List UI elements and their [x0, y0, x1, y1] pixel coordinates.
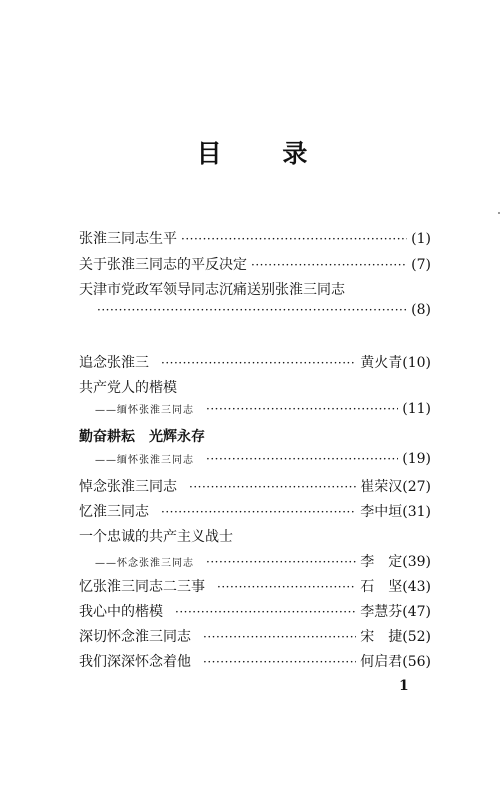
toc-page-number: (47)	[402, 604, 431, 620]
toc-page-number: (8)	[411, 302, 431, 318]
toc-entry	[79, 651, 431, 673]
toc-entry	[79, 601, 431, 623]
leader-dots	[175, 605, 356, 619]
toc-page-number: (39)	[402, 554, 431, 570]
toc-entry	[79, 228, 431, 250]
toc-entry	[79, 576, 431, 598]
toc-entry	[79, 352, 431, 374]
toc-entry	[79, 476, 431, 498]
toc-entry-subtitle-text: ——缅怀张淮三同志	[95, 455, 194, 466]
toc-page-number: (27)	[402, 479, 431, 495]
toc-entry	[79, 626, 431, 648]
leader-dots	[97, 303, 407, 317]
toc-author: 李 定	[360, 554, 403, 570]
leader-dots	[181, 232, 407, 246]
toc-page-number: (31)	[402, 504, 431, 520]
toc-page-number: (43)	[402, 579, 431, 595]
toc-page-number: (19)	[402, 451, 431, 467]
page-title: 目 录	[196, 139, 334, 168]
toc-page-number: (1)	[411, 231, 431, 247]
toc-entry-title: 张淮三同志生平	[79, 231, 177, 247]
toc-entry-title: 勤奋耕耘 光辉永存	[79, 429, 205, 445]
toc-author: 崔荣汉	[360, 479, 403, 495]
toc-author: 李慧芬	[360, 604, 403, 620]
toc-page-number: (56)	[402, 654, 431, 670]
toc-entry-title: 一个忠诚的共产主义战士	[79, 529, 233, 545]
toc-entry-title: 忆淮三同志	[79, 504, 149, 520]
leader-dots	[217, 580, 356, 594]
toc-entry-subtitle	[79, 551, 431, 573]
leader-dots	[203, 655, 356, 669]
toc-entry-title: 关于张淮三同志的平反决定	[79, 257, 247, 273]
toc-entry-title: 深切怀念淮三同志	[79, 629, 191, 645]
leader-dots	[161, 505, 356, 519]
toc-entry	[79, 254, 431, 276]
toc-entry	[79, 526, 431, 548]
scan-speck	[498, 212, 500, 214]
page-number-folio: 1	[399, 678, 409, 694]
toc-entry-title: 共产党人的楷模	[79, 380, 177, 396]
toc-entry-subtitle-text: ——怀念张淮三同志	[95, 558, 194, 569]
toc-entry-title: 追念张淮三	[79, 355, 149, 371]
leader-dots	[189, 480, 356, 494]
toc-author: 石 坚	[360, 579, 403, 595]
toc-entry-continuation	[79, 302, 431, 324]
toc-author: 何启君	[360, 654, 403, 670]
toc-entry	[79, 279, 431, 301]
toc-page-number: (10)	[402, 355, 431, 371]
toc-page-number: (11)	[402, 401, 431, 417]
toc-entry-title: 我们深深怀念着他	[79, 654, 191, 670]
toc-entry-title: 忆张淮三同志二三事	[79, 579, 205, 595]
leader-dots	[203, 630, 356, 644]
toc-page-number: (52)	[402, 629, 431, 645]
leader-dots	[206, 452, 398, 466]
leader-dots	[206, 555, 356, 569]
toc-entry	[79, 377, 431, 399]
toc-author: 李中垣	[360, 504, 403, 520]
toc-author: 宋 捷	[360, 629, 403, 645]
toc-page-number: (7)	[411, 257, 431, 273]
toc-entry	[79, 426, 431, 448]
toc-entry-title: 我心中的楷模	[79, 604, 163, 620]
leader-dots	[251, 258, 407, 272]
toc-author: 黄火青	[360, 355, 403, 371]
leader-dots	[206, 402, 398, 416]
toc-entry-subtitle-text: ——缅怀张淮三同志	[95, 405, 194, 416]
toc-entry	[79, 501, 431, 523]
toc-entry-title: 悼念张淮三同志	[79, 479, 177, 495]
leader-dots	[161, 356, 356, 370]
toc-entry-subtitle	[79, 451, 431, 473]
toc-entry-subtitle	[79, 401, 431, 423]
toc-entry-title: 天津市党政军领导同志沉痛送别张淮三同志	[79, 282, 345, 298]
